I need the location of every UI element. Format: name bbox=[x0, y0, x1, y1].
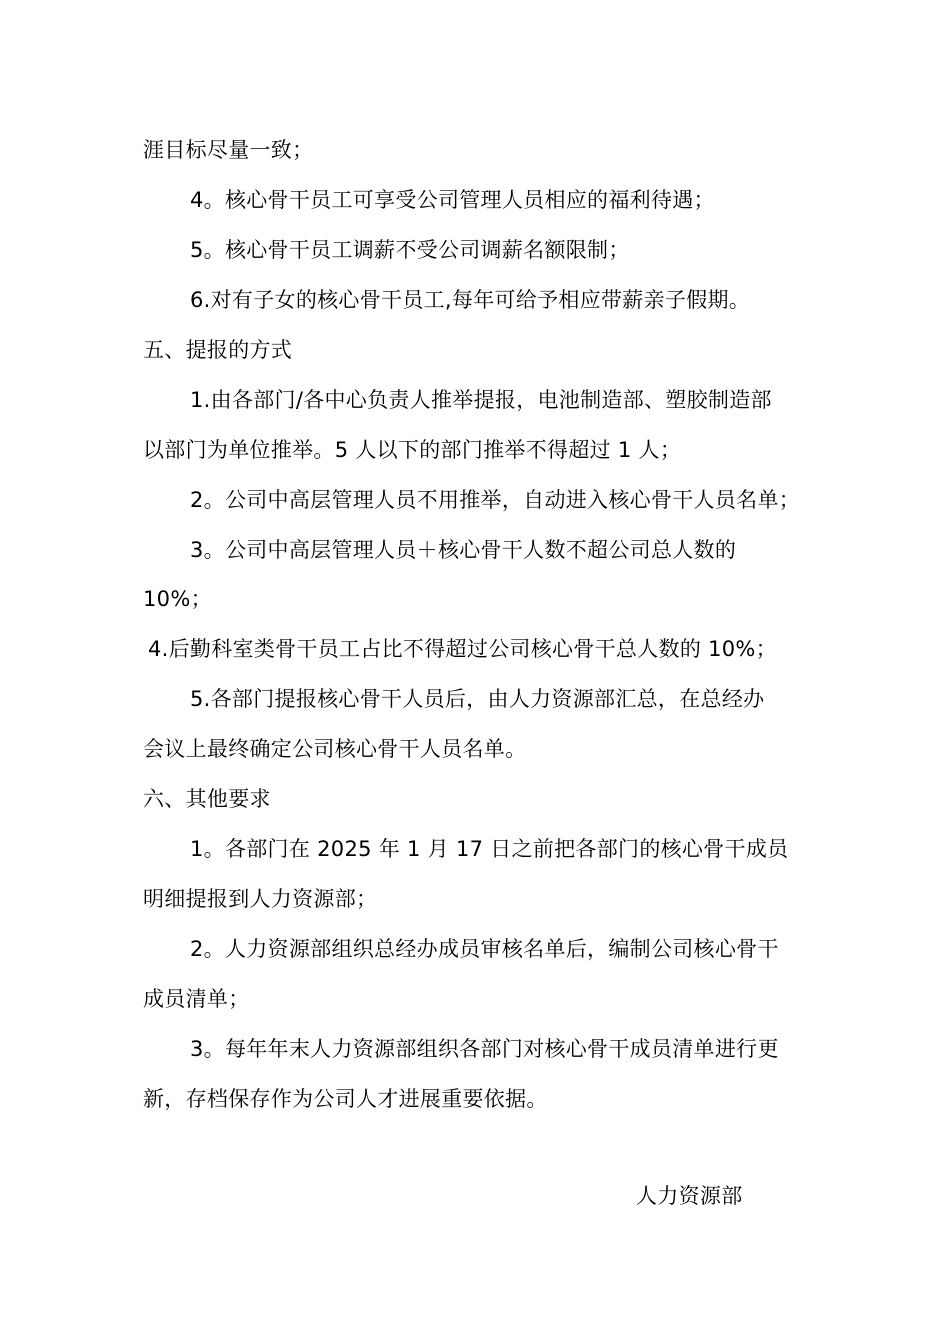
text-line-6: 1.由各部门/各中心负责人推举提报，电池制造部、塑胶制造部 bbox=[190, 388, 772, 412]
text-line-20: 新，存档保存作为公司人才进展重要依据。 bbox=[143, 1087, 548, 1111]
text-line-15: 1。各部门在 2025 年 1 月 17 日之前把各部门的核心骨干成员 bbox=[190, 837, 789, 861]
text-line-7: 以部门为单位推举。5 人以下的部门推举不得超过 1 人； bbox=[143, 438, 682, 462]
signature-department: 人力资源部 bbox=[636, 1184, 743, 1208]
text-line-11: 4.后勤科室类骨干员工占比不得超过公司核心骨干总人数的 10%； bbox=[148, 637, 777, 661]
section-heading-6: 六、其他要求 bbox=[143, 787, 271, 811]
section-heading-5: 五、提报的方式 bbox=[143, 338, 293, 362]
text-line-19: 3。每年年末人力资源部组织各部门对核心骨干成员清单进行更 bbox=[190, 1037, 779, 1061]
text-line-8: 2。公司中高层管理人员不用推举，自动进入核心骨干人员名单； bbox=[190, 488, 801, 512]
text-line-13: 会议上最终确定公司核心骨干人员名单。 bbox=[143, 737, 527, 761]
text-line-1: 涯目标尽量一致； bbox=[143, 138, 314, 162]
text-line-2: 4。核心骨干员工可享受公司管理人员相应的福利待遇； bbox=[190, 188, 715, 212]
text-line-3: 5。核心骨干员工调薪不受公司调薪名额限制； bbox=[190, 238, 630, 262]
text-line-16: 明细提报到人力资源部； bbox=[143, 887, 378, 911]
text-line-9: 3。公司中高层管理人员＋核心骨干人数不超公司总人数的 bbox=[190, 538, 737, 562]
text-line-4: 6.对有子女的核心骨干员工,每年可给予相应带薪亲子假期。 bbox=[190, 288, 751, 312]
text-line-10: 10%； bbox=[143, 587, 212, 611]
text-line-18: 成员清单； bbox=[143, 987, 250, 1011]
text-line-12: 5.各部门提报核心骨干人员后，由人力资源部汇总，在总经办 bbox=[190, 687, 765, 711]
text-line-17: 2。人力资源部组织总经办成员审核名单后，编制公司核心骨干 bbox=[190, 937, 779, 961]
